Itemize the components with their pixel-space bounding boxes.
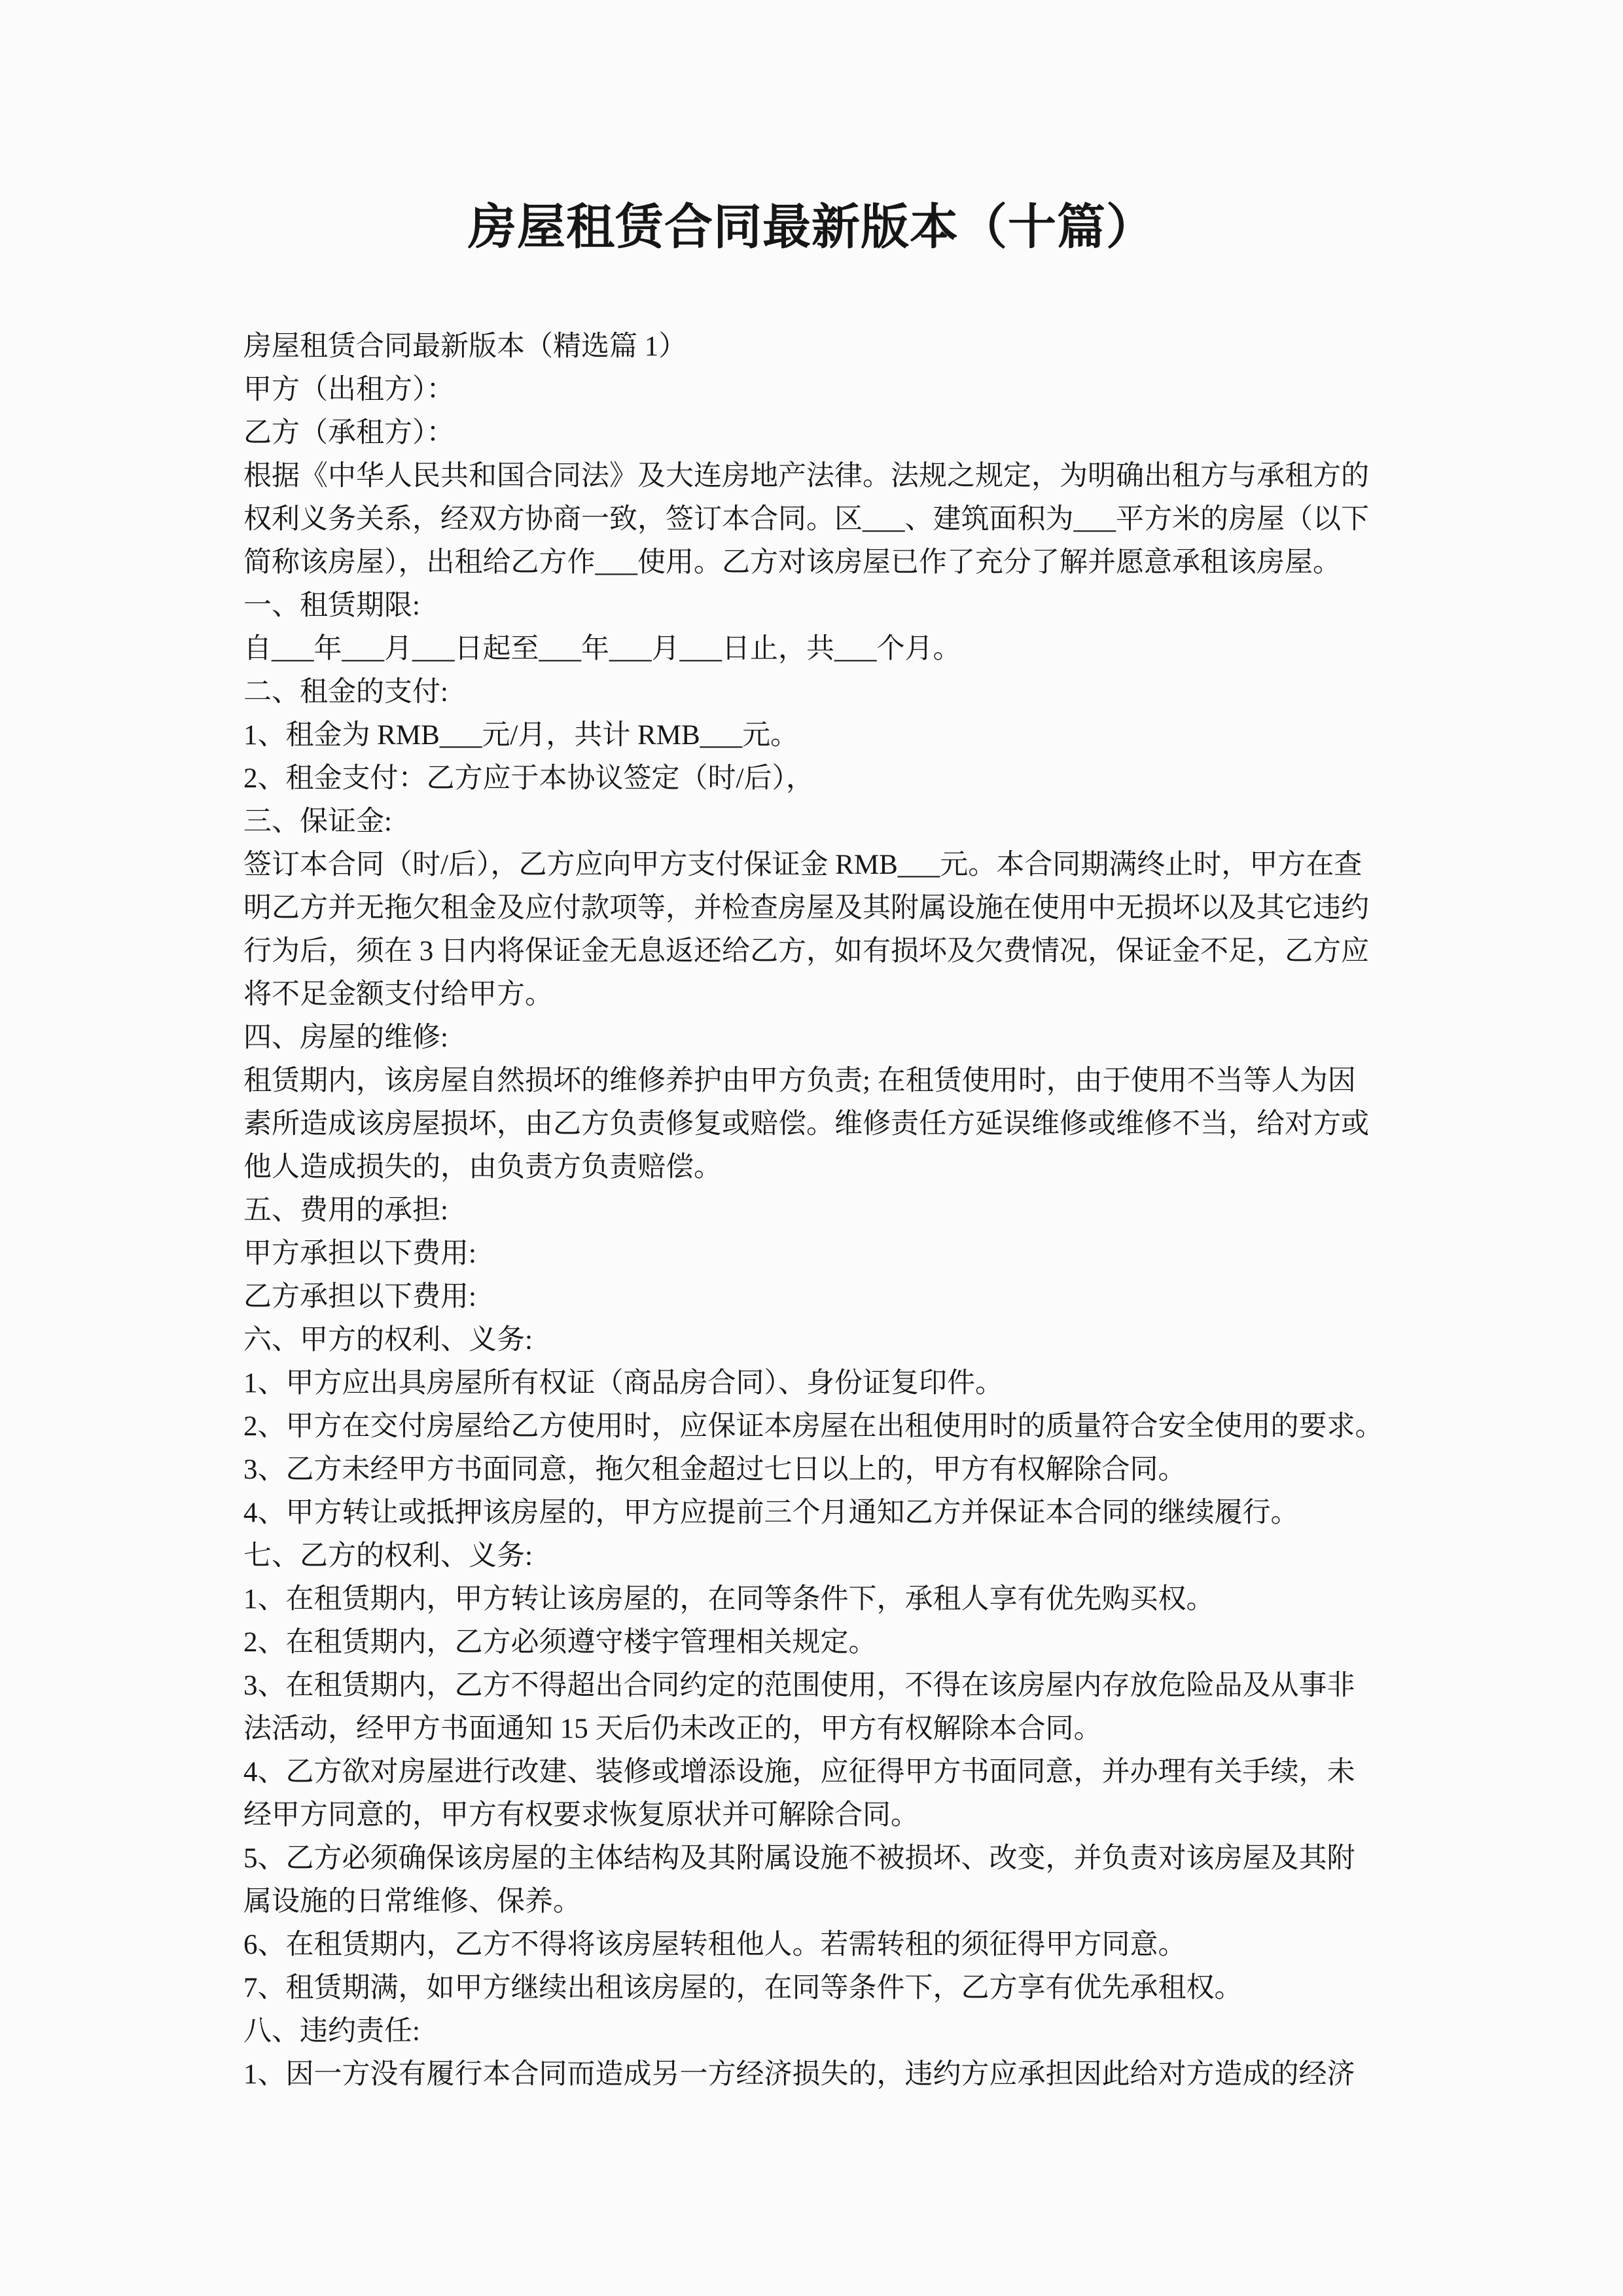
- document-line: 明乙方并无拖欠租金及应付款项等，并检查房屋及其附属设施在使用中无损坏以及其它违约: [243, 893, 1369, 924]
- document-line: 1、甲方应出具房屋所有权证（商品房合同）、身份证复印件。: [243, 1368, 1003, 1399]
- document-line: 四、房屋的维修:: [243, 1022, 448, 1053]
- document-line: 6、在租赁期内，乙方不得将该房屋转租他人。若需转租的须征得甲方同意。: [243, 1929, 1186, 1960]
- document-line: 属设施的日常维修、保养。: [243, 1886, 581, 1917]
- document-line: 3、乙方未经甲方书面同意，拖欠租金超过七日以上的，甲方有权解除合同。: [243, 1454, 1186, 1485]
- document-line: 1、在租赁期内，甲方转让该房屋的，在同等条件下，承租人享有优先购买权。: [243, 1584, 1215, 1615]
- document-line: 2、租金支付：乙方应于本协议签定（时/后），: [243, 763, 814, 794]
- document-line: 二、租金的支付:: [243, 677, 448, 708]
- document-line: 一、租赁期限:: [243, 590, 420, 621]
- document-line: 甲方（出租方）：: [243, 374, 455, 405]
- document-line: 租赁期内，该房屋自然损坏的维修养护由甲方负责; 在租赁使用时，由于使用不当等人为因: [243, 1066, 1356, 1096]
- document-line: 甲方承担以下费用:: [243, 1238, 476, 1269]
- document-line: 3、在租赁期内，乙方不得超出合同约定的范围使用，不得在该房屋内存放危险品及从事非: [243, 1670, 1355, 1701]
- document-line: 七、乙方的权利、义务:: [243, 1541, 533, 1571]
- document-line: 自___年___月___日起至___年___月___日止，共___个月。: [243, 634, 961, 664]
- document-line: 签订本合同（时/后），乙方应向甲方支付保证金 RMB___元。本合同期满终止时，甲方在查: [243, 850, 1363, 880]
- document-line: 根据《中华人民共和国合同法》及大连房地产法律。法规之规定，为明确出租方与承租方的: [243, 461, 1369, 492]
- document-line: 法活动，经甲方书面通知 15 天后仍未改正的，甲方有权解除本合同。: [243, 1713, 1102, 1744]
- document-line: 他人造成损失的，由负责方负责赔偿。: [243, 1152, 722, 1183]
- document-line: 五、费用的承担:: [243, 1195, 448, 1226]
- document-title: 房屋租赁合同最新版本（十篇）: [468, 201, 1155, 255]
- document-line: 4、甲方转让或抵押该房屋的，甲方应提前三个月通知乙方并保证本合同的继续履行。: [243, 1498, 1299, 1528]
- document-line: 房屋租赁合同最新版本（精选篇 1）: [243, 331, 687, 362]
- document-line: 2、在租赁期内，乙方必须遵守楼宇管理相关规定。: [243, 1627, 877, 1658]
- document-line: 4、乙方欲对房屋进行改建、装修或增添设施，应征得甲方书面同意，并办理有关手续，未: [243, 1757, 1355, 1787]
- document-line: 经甲方同意的，甲方有权要求恢复原状并可解除合同。: [243, 1800, 919, 1831]
- document-line: 行为后，须在 3 日内将保证金无息返还给乙方，如有损坏及欠费情况，保证金不足，乙方应: [243, 936, 1369, 967]
- document-line: 八、违约责任:: [243, 2016, 420, 2047]
- document-line: 5、乙方必须确保该房屋的主体结构及其附属设施不被损坏、改变，并负责对该房屋及其附: [243, 1843, 1355, 1874]
- document-line: 乙方（承租方）：: [243, 418, 455, 448]
- document-line: 权利义务关系，经双方协商一致，签订本合同。区___、建筑面积为___平方米的房屋（以下: [243, 504, 1369, 535]
- document-line: 简称该房屋），出租给乙方作___使用。乙方对该房屋已作了充分了解并愿意承租该房屋。: [243, 547, 1341, 578]
- document-line: 乙方承担以下费用:: [243, 1282, 476, 1312]
- document-line: 三、保证金:: [243, 806, 392, 837]
- document-line: 1、租金为 RMB___元/月，共计 RMB___元。: [243, 720, 799, 751]
- document-line: 2、甲方在交付房屋给乙方使用时，应保证本房屋在出租使用时的质量符合安全使用的要求。: [243, 1411, 1383, 1442]
- document-line: 六、甲方的权利、义务:: [243, 1325, 533, 1355]
- document-line: 素所造成该房屋损坏，由乙方负责修复或赔偿。维修责任方延误维修或维修不当，给对方或: [243, 1109, 1369, 1139]
- document-line: 将不足金额支付给甲方。: [243, 979, 553, 1010]
- document-line: 7、租赁期满，如甲方继续出租该房屋的，在同等条件下，乙方享有优先承租权。: [243, 1973, 1243, 2003]
- document-body: [243, 325, 1415, 2096]
- document-line: 1、因一方没有履行本合同而造成另一方经济损失的，违约方应承担因此给对方造成的经济: [243, 2059, 1355, 2090]
